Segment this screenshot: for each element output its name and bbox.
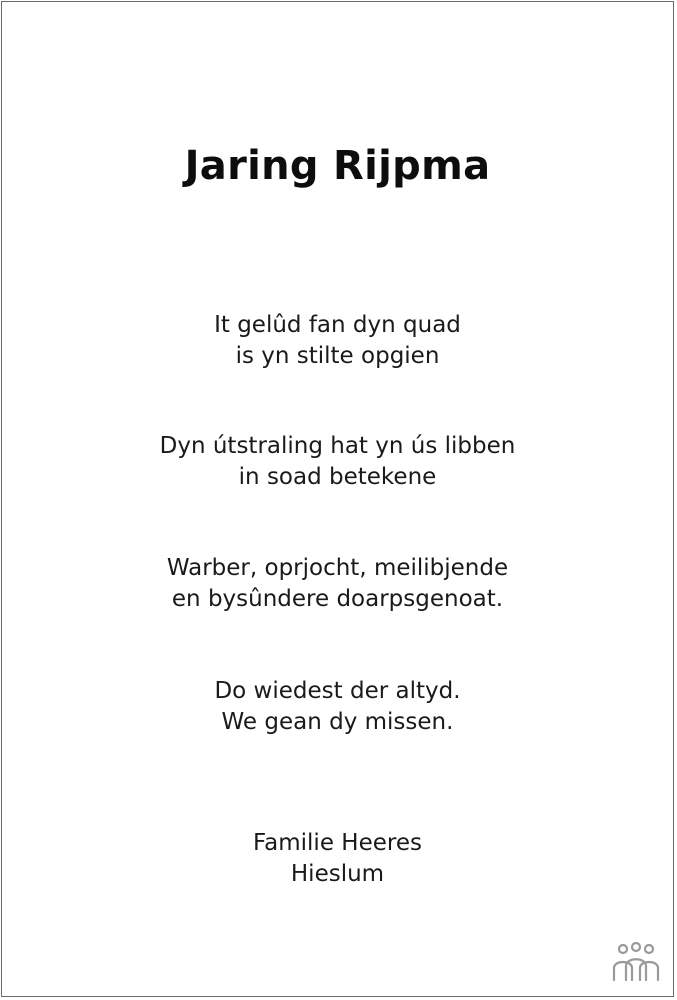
verse-line: We gean dy missen. (221, 709, 454, 735)
verse-3 (2, 553, 673, 615)
deceased-name: Jaring Rijpma (184, 143, 491, 189)
verse-line: is yn stilte opgien (235, 343, 440, 369)
verse-line: in soad betekene (238, 464, 437, 490)
signature-place: Hieslum (290, 861, 385, 887)
verse-2 (2, 431, 673, 493)
verse-line: Warber, oprjocht, meilibjende (166, 555, 509, 581)
obituary-card (1, 1, 674, 997)
signature (2, 828, 673, 890)
verse-line: It gelûd fan dyn quad (214, 312, 461, 338)
verse-line: en bysûndere doarpsgenoat. (171, 586, 504, 612)
signature-family: Familie Heeres (253, 830, 422, 856)
verse-line: Dyn útstraling hat yn ús libben (159, 433, 516, 459)
people-group-icon (611, 942, 661, 982)
verse-1 (2, 310, 673, 372)
verse-line: Do wiedest der altyd. (214, 678, 461, 704)
verse-4 (2, 676, 673, 738)
